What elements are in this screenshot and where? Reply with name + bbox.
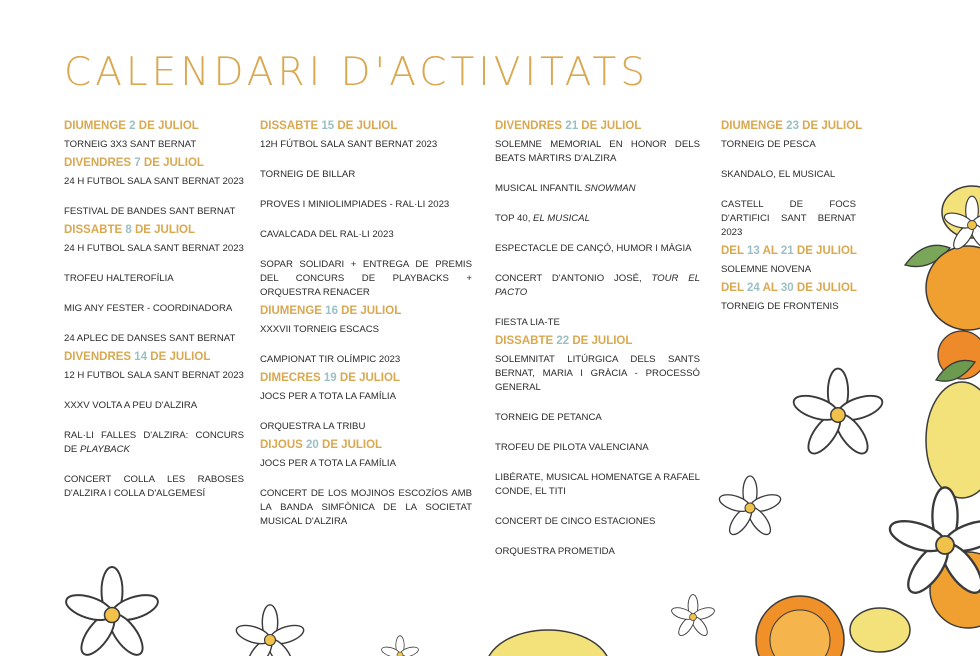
day-number: 8 [125, 224, 132, 236]
day-heading [64, 120, 244, 133]
column-4 [721, 120, 863, 319]
activity-text: ORQUESTRA PROMETIDA [495, 546, 615, 557]
day-number: 19 [323, 372, 337, 384]
day-heading [64, 351, 244, 364]
activity-item [260, 353, 472, 367]
day-group [64, 351, 244, 501]
activity-item [495, 411, 700, 425]
day-group [64, 120, 244, 152]
day-name: DIJOUS [260, 439, 307, 451]
day-name: DISSABTE [64, 224, 126, 236]
day-month: DE JULIOL [336, 372, 400, 384]
day-month: DE JULIOL [135, 120, 199, 132]
activity-item [495, 545, 700, 559]
day-month: DE JULIOL [337, 305, 402, 317]
activity-item [64, 175, 244, 189]
day-number: 23 [786, 120, 799, 132]
day-number: 21 [565, 120, 579, 132]
orange-icon [756, 596, 844, 656]
day-name: DIVENDRES [64, 351, 135, 363]
activity-text: TORNEIG DE PESCA [721, 139, 816, 150]
day-month: DE JULIOL [569, 335, 633, 347]
activity-text: PROVES I MINIOLIMPIADES - RAL·LI 2023 [260, 199, 450, 210]
day-month: DE JULIOL [147, 351, 211, 363]
day-number: 24 [747, 282, 760, 294]
leaf-icon [905, 245, 950, 266]
lemon-icon [926, 382, 980, 498]
orange-blossom-icon [791, 369, 886, 459]
day-name: DIVENDRES [64, 157, 135, 169]
activity-text: XXXVII TORNEIG ESCACS [260, 324, 380, 335]
activity-item [64, 473, 244, 501]
activity-item [721, 198, 856, 240]
day-number: 22 [556, 335, 570, 347]
activity-text: JOCS PER A TOTA LA FAMÍLIA [260, 391, 396, 402]
day-heading [260, 439, 472, 452]
day-group [721, 245, 856, 277]
activity-text: MIG ANY FESTER - COORDINADORA [64, 303, 233, 314]
activity-text: TORNEIG DE FRONTENIS [721, 301, 839, 312]
day-name: DIUMENGE [64, 120, 130, 132]
day-month: DE JULIOL [334, 120, 398, 132]
day-number: 13 [747, 245, 760, 257]
orange-icon [930, 552, 980, 628]
activity-italic: SNOWMAN [584, 183, 636, 194]
activity-item [495, 138, 700, 166]
activity-text: FIESTA LIA-TE [495, 317, 560, 328]
day-number: 21 [780, 245, 794, 257]
activity-item [495, 471, 700, 499]
day-heading [64, 157, 244, 170]
activity-text: TROFEU DE PILOTA VALENCIANA [495, 442, 649, 453]
day-month: DE JULIOL [318, 439, 383, 451]
column-2 [260, 120, 472, 534]
day-group [260, 439, 472, 529]
activity-item [721, 263, 856, 277]
day-heading [721, 245, 856, 258]
activity-item [495, 182, 700, 196]
activity-text: CAVALCADA DEL RAL·LI 2023 [260, 229, 394, 240]
day-month: DE JULIOL [140, 157, 204, 169]
activity-item [64, 205, 244, 219]
activity-item [260, 323, 472, 337]
activity-item [260, 198, 472, 212]
activity-text: CONCERT COLLA LES RABOSES D'ALZIRA I COLLA D'ALGEMESÍ [64, 474, 244, 499]
activity-text: 24 H FUTBOL SALA SANT BERNAT 2023 [64, 176, 244, 187]
activity-item [260, 138, 472, 152]
activity-text: CAMPIONAT TIR OLÍMPIC 2023 [260, 354, 401, 365]
activity-text: RAL·LI FALLES D'ALZIRA: CONCURS DE [64, 430, 244, 455]
day-heading [260, 372, 472, 385]
activity-text: TORNEIG DE BILLAR [260, 169, 356, 180]
activity-text: SKANDALO, EL MUSICAL [721, 169, 836, 180]
day-name: DIMECRES [260, 372, 324, 384]
activity-item [64, 369, 244, 383]
activity-item [260, 258, 472, 300]
day-group [64, 157, 244, 219]
activity-item [495, 212, 700, 226]
day-group [495, 120, 700, 330]
activity-text: CASTELL DE FOCS D'ARTIFICI SANT BERNAT 2023 [721, 199, 856, 238]
activity-item [64, 272, 244, 286]
day-heading [64, 224, 244, 237]
day-name: DEL [721, 282, 747, 294]
day-number: 20 [306, 439, 319, 451]
activity-text: CONCERT DE LOS MOJINOS ESCOZÍOS AMB LA BANDA SIMFÒNICA DE LA SOCIETAT MUSICAL D'ALZIRA [260, 488, 472, 527]
activity-text: SOLEMNE MEMORIAL EN HONOR DELS BEATS MÀRTIRS D'ALZIRA [495, 139, 700, 164]
activity-item [260, 487, 472, 529]
activity-text: 24 APLEC DE DANSES SANT BERNAT [64, 333, 236, 344]
activity-text: CONCERT DE CINCO ESTACIONES [495, 516, 656, 527]
day-name: DIUMENGE [721, 120, 787, 132]
day-group [64, 224, 244, 346]
day-month: AL [759, 245, 781, 257]
orange-blossom-icon [717, 476, 782, 538]
activity-item [495, 316, 700, 330]
activity-item [64, 399, 244, 413]
activity-item [64, 332, 244, 346]
activity-item [260, 390, 472, 404]
activity-item [721, 168, 856, 182]
activity-item [260, 168, 472, 182]
activity-italic: TOUR EL PACTO [495, 273, 700, 298]
activity-text: SOLEMNE NOVENA [721, 264, 812, 275]
activity-text: TOP 40, [495, 213, 534, 224]
lemon-icon [486, 630, 610, 656]
day-number: 16 [325, 305, 338, 317]
lemon-icon [942, 186, 980, 238]
day-heading [260, 120, 472, 133]
lemon-icon [850, 608, 910, 652]
day-group [260, 120, 472, 300]
orange-blossom-icon [670, 595, 716, 638]
activity-text: CONCERT D'ANTONIO JOSÉ, [495, 273, 652, 284]
day-month: DE JULIOL [131, 224, 196, 236]
day-number: 14 [134, 351, 148, 363]
day-name: DISSABTE [260, 120, 322, 132]
activity-item [721, 300, 856, 314]
activity-item [64, 302, 244, 316]
day-name: DIUMENGE [260, 305, 326, 317]
activity-item [64, 138, 244, 152]
activity-item [64, 242, 244, 256]
orange-blossom-icon [234, 605, 306, 656]
day-name: DIVENDRES [495, 120, 566, 132]
activity-text: LIBÉRATE, MUSICAL HOMENATGE A RAFAEL CONDE, EL TITI [495, 472, 700, 497]
day-month: AL [759, 282, 781, 294]
activity-text: TORNEIG 3X3 SANT BERNAT [64, 139, 197, 150]
orange-icon [926, 246, 980, 379]
activity-text: MUSICAL INFANTIL [495, 183, 585, 194]
orange-blossom-icon [886, 487, 980, 599]
activity-italic: EL MUSICAL [533, 213, 590, 224]
day-group [495, 335, 700, 559]
day-number: 15 [321, 120, 335, 132]
day-month: DE JULIOL [793, 245, 857, 257]
activity-text: SOLEMNITAT LITÚRGICA DELS SANTS BERNAT, MARIA I GRÀCIA - PROCESSÓ GENERAL [495, 354, 700, 393]
day-month: DE JULIOL [578, 120, 642, 132]
day-name: DISSABTE [495, 335, 557, 347]
activity-text: ESPECTACLE DE CANÇÓ, HUMOR I MÀGIA [495, 243, 692, 254]
activity-item [64, 429, 244, 457]
day-group [260, 372, 472, 434]
activity-item [260, 457, 472, 471]
activity-item [495, 515, 700, 529]
day-heading [721, 282, 856, 295]
day-name: DEL [721, 245, 747, 257]
day-heading [495, 335, 700, 348]
day-number: 30 [780, 282, 794, 294]
orange-blossom-icon [63, 567, 161, 656]
activity-item [260, 228, 472, 242]
activity-item [721, 138, 856, 152]
orange-blossom-icon [380, 636, 419, 656]
day-heading [721, 120, 863, 133]
day-group [260, 305, 472, 367]
column-3 [495, 120, 700, 564]
leaf-icon [936, 360, 975, 381]
day-month: DE JULIOL [798, 120, 863, 132]
activity-item [495, 272, 700, 300]
activity-text: 24 H FUTBOL SALA SANT BERNAT 2023 [64, 243, 244, 254]
activity-item [495, 441, 700, 455]
activity-item [495, 242, 700, 256]
column-1 [64, 120, 244, 506]
activity-italic: PLAYBACK [80, 444, 130, 455]
activity-text: 12 H FUTBOL SALA SANT BERNAT 2023 [64, 370, 244, 381]
day-heading [260, 305, 472, 318]
activity-item [495, 353, 700, 395]
activity-text: 12H FÚTBOL SALA SANT BERNAT 2023 [260, 139, 438, 150]
activity-item [260, 420, 472, 434]
day-month: DE JULIOL [793, 282, 857, 294]
activity-text: SOPAR SOLIDARI + ENTREGA DE PREMIS DEL CONCURS DE PLAYBACKS + ORQUESTRA RENACER [260, 259, 472, 298]
page-title: CALENDARI D'ACTIVITATS [64, 50, 649, 95]
day-number: 7 [134, 157, 141, 169]
activity-text: ORQUESTRA LA TRIBU [260, 421, 366, 432]
day-number: 2 [129, 120, 136, 132]
activity-text: XXXV VOLTA A PEU D'ALZIRA [64, 400, 198, 411]
day-group [721, 120, 863, 240]
day-heading [495, 120, 700, 133]
orange-blossom-icon [943, 196, 980, 252]
activity-text: JOCS PER A TOTA LA FAMÍLIA [260, 458, 396, 469]
activity-text: TORNEIG DE PETANCA [495, 412, 602, 423]
activity-text: TROFEU HALTEROFÍLIA [64, 273, 174, 284]
day-group [721, 282, 856, 314]
activity-text: FESTIVAL DE BANDES SANT BERNAT [64, 206, 236, 217]
